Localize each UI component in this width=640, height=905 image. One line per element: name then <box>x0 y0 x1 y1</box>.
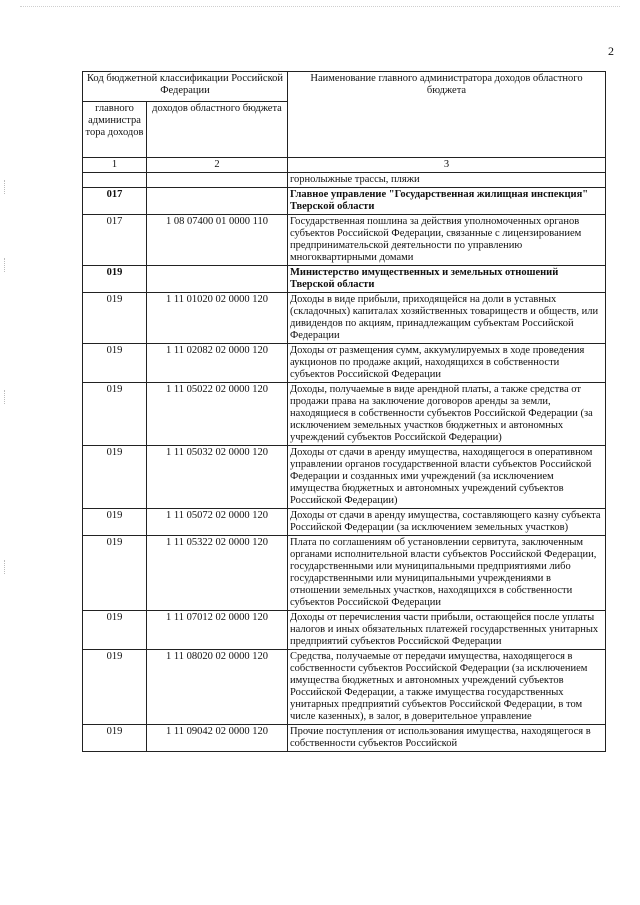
header-code-column: доходов областного бюджета <box>147 102 288 158</box>
header-admin-column: главного администра тора доходов <box>83 102 147 158</box>
income-code-cell: 1 11 07012 02 0000 120 <box>147 611 288 650</box>
header-index-row <box>83 158 606 173</box>
income-name-cell: Прочие поступления от использования имущества, находящегося в собственности субъектов Российской <box>288 725 606 752</box>
admin-code-cell: 019 <box>83 650 147 725</box>
income-code-cell: 1 11 05322 02 0000 120 <box>147 536 288 611</box>
table-row <box>83 536 606 611</box>
income-code-cell <box>147 266 288 293</box>
table-row <box>83 650 606 725</box>
table-row <box>83 266 606 293</box>
income-name-cell: горнолыжные трассы, пляжи <box>288 173 606 188</box>
income-name-cell: Плата по соглашениям об установлении сервитута, заключенным органами исполнительной власти субъектов Российской Федерации, государственными или муниципальными предприятиями либо государственными или муниципальными учреждениями в отношении земельных участков, находящихся в собственности субъектов Российской Федерации <box>288 536 606 611</box>
table-row <box>83 611 606 650</box>
income-code-cell: 1 11 08020 02 0000 120 <box>147 650 288 725</box>
scan-margin-mark <box>4 180 6 194</box>
index-cell: 2 <box>147 158 288 173</box>
admin-code-cell: 019 <box>83 611 147 650</box>
income-code-cell: 1 11 05072 02 0000 120 <box>147 509 288 536</box>
table-row <box>83 509 606 536</box>
income-code-cell: 1 11 01020 02 0000 120 <box>147 293 288 344</box>
admin-code-cell: 019 <box>83 293 147 344</box>
income-name-cell: Доходы от сдачи в аренду имущества, находящегося в оперативном управлении органов государственной власти субъектов Российской Федерации и созданных ими учреждений (за исключением имущества бюджетных и автономных учреждений субъектов Российской Федерации) <box>288 446 606 509</box>
income-name-cell: Доходы от размещения сумм, аккумулируемых в ходе проведения аукционов по продаже акций, находящихся в собственности субъектов Российской Федерации <box>288 344 606 383</box>
income-code-cell <box>147 173 288 188</box>
scan-header-noise <box>20 6 620 9</box>
table-row <box>83 725 606 752</box>
admin-code-cell: 019 <box>83 536 147 611</box>
admin-code-cell: 017 <box>83 215 147 266</box>
table-row <box>83 383 606 446</box>
income-name-cell: Доходы от перечисления части прибыли, остающейся после уплаты налогов и иных обязательных платежей государственных унитарных предприятий субъектов Российской Федерации <box>288 611 606 650</box>
income-name-cell: Доходы, получаемые в виде арендной платы, а также средства от продажи права на заключение договоров аренды за земли, находящиеся в собственности субъектов Российской Федерации (за исключением земельных участков бюджетных и автономных учреждений субъектов Российской Федерации) <box>288 383 606 446</box>
income-name-cell: Доходы в виде прибыли, приходящейся на доли в уставных (складочных) капиталах хозяйственных товариществ и обществ, или дивидендов по акциям, принадлежащим субъектам Российской Федерации <box>288 293 606 344</box>
scan-margin-mark <box>4 390 6 404</box>
table-row <box>83 446 606 509</box>
income-name-cell: Главное управление "Государственная жилищная инспекция" Тверской области <box>288 188 606 215</box>
admin-code-cell <box>83 173 147 188</box>
table-row <box>83 188 606 215</box>
header-name-column: Наименование главного администратора доходов областного бюджета <box>288 72 606 158</box>
income-code-cell <box>147 188 288 215</box>
table-body <box>83 173 606 752</box>
header-group-title: Код бюджетной классификации Российской Федерации <box>83 72 288 102</box>
admin-code-cell: 019 <box>83 725 147 752</box>
admin-code-cell: 019 <box>83 344 147 383</box>
income-code-cell: 1 11 05032 02 0000 120 <box>147 446 288 509</box>
income-name-cell: Средства, получаемые от передачи имущества, находящегося в собственности субъектов Российской Федерации (за исключением имущества бюджетных и автономных учреждений субъектов Российской Федерации, а также имущества государственных унитарных предприятий субъектов Российской Федерации, в том числе казенных), в залог, в доверительное управление <box>288 650 606 725</box>
scan-margin-mark <box>4 258 6 272</box>
table-row <box>83 344 606 383</box>
admin-code-cell: 019 <box>83 383 147 446</box>
income-code-cell: 1 08 07400 01 0000 110 <box>147 215 288 266</box>
income-name-cell: Министерство имущественных и земельных отношений Тверской области <box>288 266 606 293</box>
table-row <box>83 173 606 188</box>
income-name-cell: Государственная пошлина за действия уполномоченных органов субъектов Российской Федерации, связанные с лицензированием предпринимательской деятельности по управлению многоквартирными домами <box>288 215 606 266</box>
table-row <box>83 215 606 266</box>
budget-classification-table <box>82 71 606 752</box>
table-row <box>83 293 606 344</box>
admin-code-cell: 017 <box>83 188 147 215</box>
admin-code-cell: 019 <box>83 509 147 536</box>
admin-code-cell: 019 <box>83 446 147 509</box>
index-cell: 3 <box>288 158 606 173</box>
admin-code-cell: 019 <box>83 266 147 293</box>
income-code-cell: 1 11 02082 02 0000 120 <box>147 344 288 383</box>
income-code-cell: 1 11 05022 02 0000 120 <box>147 383 288 446</box>
income-name-cell: Доходы от сдачи в аренду имущества, составляющего казну субъекта Российской Федерации (за исключением земельных участков) <box>288 509 606 536</box>
scan-margin-mark <box>4 560 6 574</box>
page-number: 2 <box>608 44 614 58</box>
income-code-cell: 1 11 09042 02 0000 120 <box>147 725 288 752</box>
index-cell: 1 <box>83 158 147 173</box>
